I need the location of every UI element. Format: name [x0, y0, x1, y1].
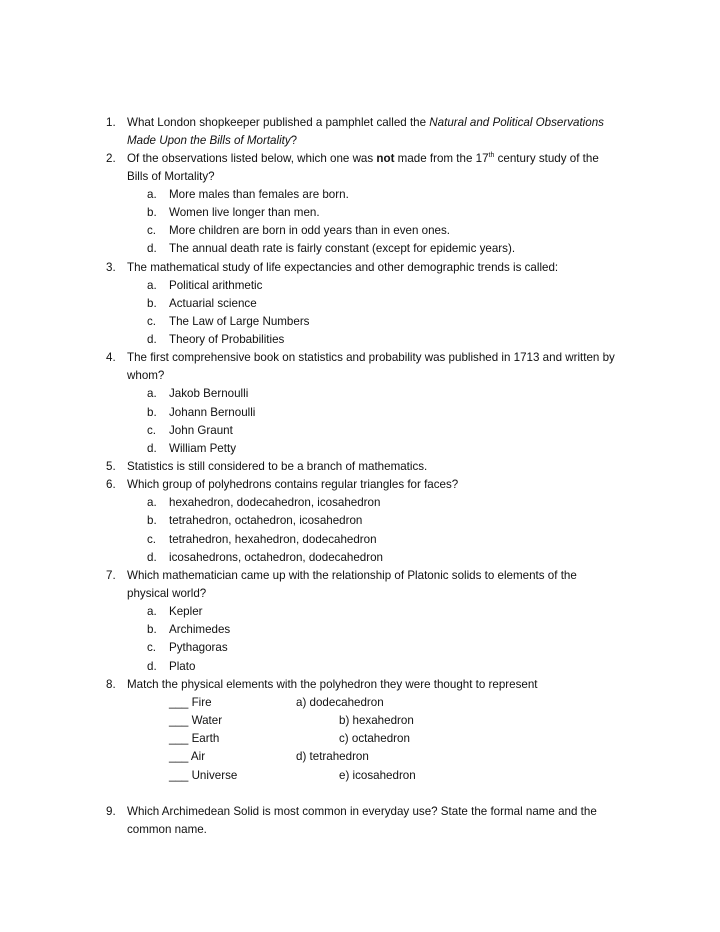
match-answer: e) icosahedron [339, 769, 416, 782]
option-text: More children are born in odd years than in even ones. [169, 224, 450, 237]
match-element: ___ Universe [169, 769, 238, 782]
option-text: Plato [169, 660, 196, 673]
option-text: hexahedron, dodecahedron, icosahedron [169, 496, 381, 509]
question-text: What London shopkeeper published a pamphlet called the Natural and Political Observations [127, 116, 604, 129]
option-text: Pythagoras [169, 641, 228, 654]
match-element: ___ Fire [169, 696, 212, 709]
question-text-continued: physical world? [127, 587, 207, 600]
option-text: Actuarial science [169, 297, 257, 310]
option-text: tetrahedron, hexahedron, dodecahedron [169, 533, 377, 546]
option-letter: c. [147, 315, 157, 328]
question-number: 6. [106, 478, 116, 491]
question-text: Which Archimedean Solid is most common in everyday use? State the formal name and the [127, 805, 597, 818]
option-text: Kepler [169, 605, 203, 618]
match-answer: a) dodecahedron [296, 696, 384, 709]
question-number: 8. [106, 678, 116, 691]
question-text: Match the physical elements with the polyhedron they were thought to represent [127, 678, 538, 691]
option-letter: d. [147, 242, 157, 255]
option-letter: c. [147, 224, 157, 237]
option-letter: a. [147, 496, 157, 509]
option-text: The Law of Large Numbers [169, 315, 310, 328]
option-letter: b. [147, 406, 157, 419]
option-text: The annual death rate is fairly constant (except for epidemic years). [169, 242, 516, 255]
question-text: Which mathematician came up with the relationship of Platonic solids to elements of the [127, 569, 577, 582]
option-letter: c. [147, 641, 157, 654]
question-number: 5. [106, 460, 116, 473]
question-number: 4. [106, 351, 116, 364]
question-text-continued: whom? [127, 369, 165, 382]
option-text: Political arithmetic [169, 279, 263, 292]
match-answer: b) hexahedron [339, 714, 414, 727]
match-element: ___ Water [169, 714, 223, 727]
option-text: Archimedes [169, 623, 231, 636]
option-letter: a. [147, 605, 157, 618]
option-text: Johann Bernoulli [169, 406, 256, 419]
question-text: Statistics is still considered to be a branch of mathematics. [127, 460, 428, 473]
option-letter: a. [147, 387, 157, 400]
question-text-continued: Made Upon the Bills of Mortality? [127, 134, 298, 147]
question-number: 9. [106, 805, 116, 818]
option-text: William Petty [169, 442, 236, 455]
match-element: ___ Air [169, 750, 206, 763]
option-letter: b. [147, 623, 157, 636]
option-text: Theory of Probabilities [169, 333, 285, 346]
question-text-continued: common name. [127, 823, 207, 836]
option-text: John Graunt [169, 424, 233, 437]
option-letter: b. [147, 297, 157, 310]
question-text: Of the observations listed below, which one was not made from the 17th century study of the [127, 152, 599, 165]
option-letter: c. [147, 533, 157, 546]
option-letter: d. [147, 660, 157, 673]
question-text-continued: Bills of Mortality? [127, 170, 215, 183]
option-letter: a. [147, 279, 157, 292]
option-letter: c. [147, 424, 157, 437]
question-number: 7. [106, 569, 116, 582]
option-text: tetrahedron, octahedron, icosahedron [169, 514, 363, 527]
option-letter: b. [147, 514, 157, 527]
match-answer: d) tetrahedron [296, 750, 369, 763]
option-letter: b. [147, 206, 157, 219]
option-letter: d. [147, 442, 157, 455]
question-number: 1. [106, 116, 116, 129]
option-text: More males than females are born. [169, 188, 349, 201]
option-text: Jakob Bernoulli [169, 387, 249, 400]
question-text: The mathematical study of life expectancies and other demographic trends is called: [127, 261, 559, 274]
question-number: 3. [106, 261, 116, 274]
option-letter: a. [147, 188, 157, 201]
option-letter: d. [147, 333, 157, 346]
option-text: icosahedrons, octahedron, dodecahedron [169, 551, 383, 564]
question-text: The first comprehensive book on statistics and probability was published in 1713 and written by [127, 351, 615, 364]
match-element: ___ Earth [169, 732, 220, 745]
question-number: 2. [106, 152, 116, 165]
option-text: Women live longer than men. [169, 206, 320, 219]
option-letter: d. [147, 551, 157, 564]
match-answer: c) octahedron [339, 732, 410, 745]
question-text: Which group of polyhedrons contains regular triangles for faces? [127, 478, 459, 491]
